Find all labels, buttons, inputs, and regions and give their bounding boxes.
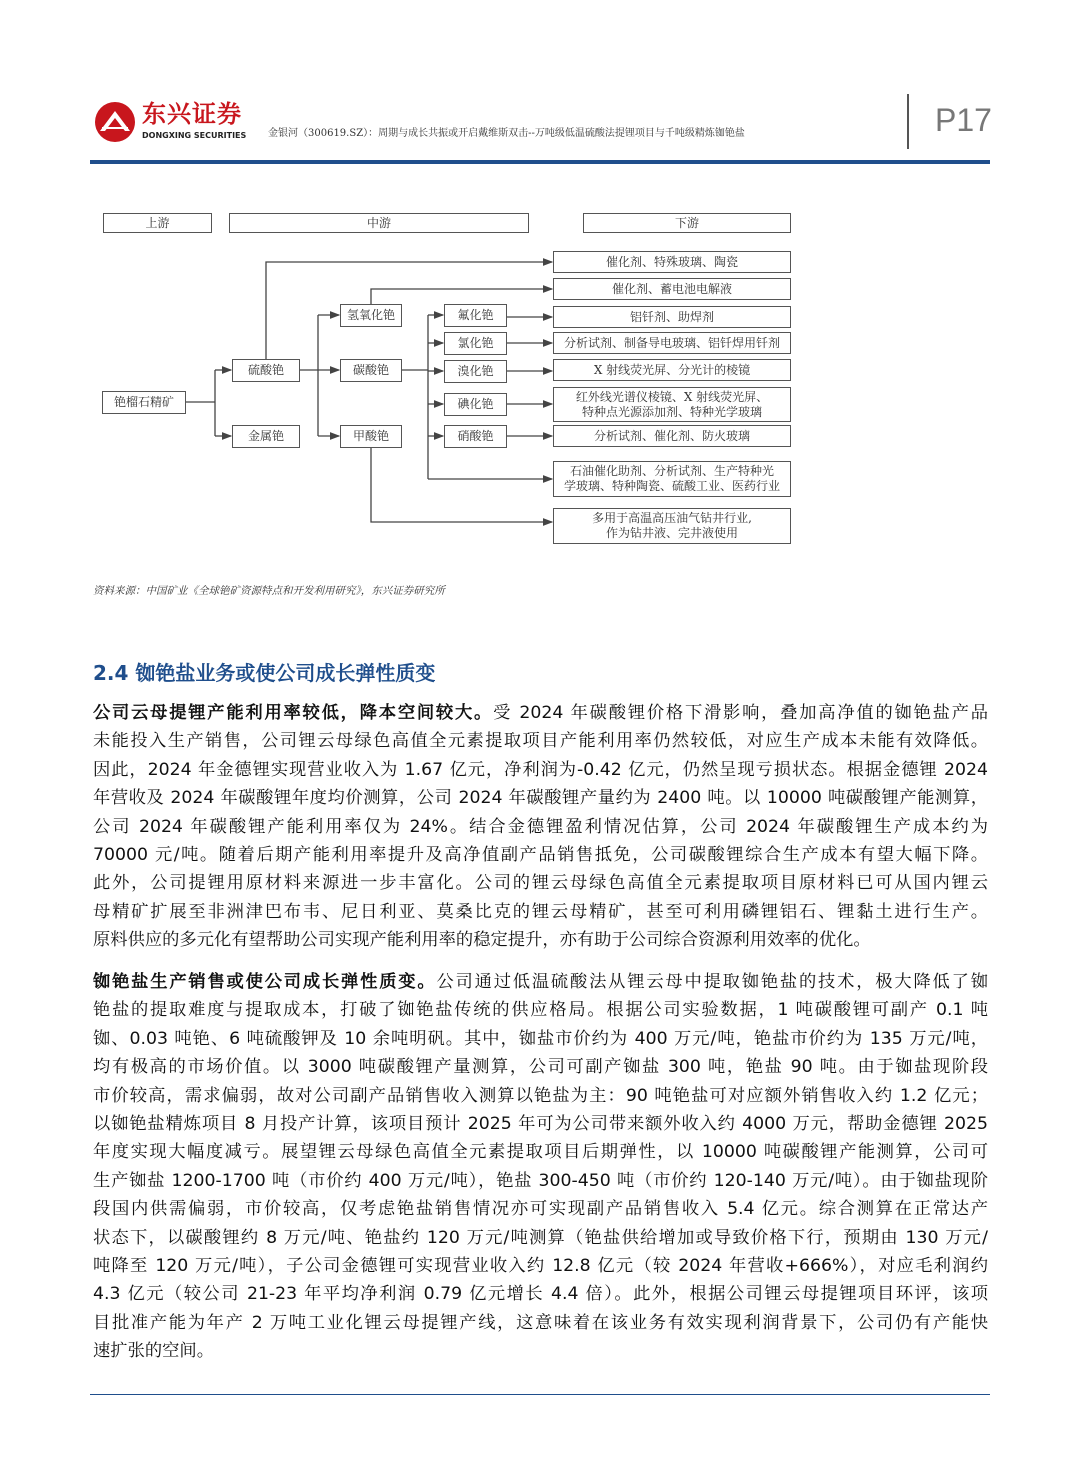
node-cesium-chloride: 氯化铯 — [444, 332, 507, 355]
paragraph-line — [93, 1167, 988, 1195]
use-box — [553, 278, 791, 300]
paragraph-text: 母精矿扩展至非洲津巴布韦、尼日利亚、莫桑比克的锂云母精矿，甚至可利用磷锂铝石、锂黏土进行生产。 — [93, 901, 988, 922]
report-title: 金银河（300619.SZ）：周期与成长共振或开启戴维斯双击--万吨级低温硫酸法提锂项目与千吨级精炼铷铯盐 — [268, 128, 745, 139]
paragraph-text: 年营收及 2024 年碳酸锂年度均价测算，公司 2024 年碳酸锂产量约为 2400 吨。以 10000 吨碳酸锂产能测算， — [93, 788, 988, 809]
use-box — [553, 461, 791, 497]
paragraph-line — [93, 756, 988, 784]
use-text: 学玻璃、特种陶瓷、硫酸工业、医药行业 — [563, 479, 780, 493]
use-text: 作为钻井液、完井液使用 — [605, 526, 738, 540]
paragraph-text: 以铷铯盐精炼项目 8 月投产计算，该项目预计 2025 年可为公司带来额外收入约 4000 万元，帮助金德锂 2025 — [93, 1113, 988, 1134]
node-cesium-fluoride: 氟化铯 — [444, 304, 507, 327]
paragraph-line — [93, 1337, 988, 1365]
paragraph-text: 状态下，以碳酸锂约 8 万元/吨、铯盐约 120 万元/吨测算（铯盐供给增加或导致价格下行，预期由 130 万元/ — [93, 1227, 988, 1248]
paragraph-text: 均有极高的市场价值。以 3000 吨碳酸锂产量测算，公司可副产铷盐 300 吨，铯盐 90 吨。由于铷盐现阶段 — [93, 1057, 988, 1078]
paragraph-line — [93, 1252, 988, 1280]
diagram-connectors — [0, 0, 1080, 600]
paragraph-1 — [93, 699, 988, 955]
paragraph-line — [93, 1110, 988, 1138]
logo-name-cn: 东兴证券 — [142, 100, 242, 128]
use-text: 催化剂、蓄电池电解液 — [611, 281, 732, 296]
paragraph-line — [93, 1195, 988, 1223]
use-text: X 射线荧光屏、分光计的棱镜 — [593, 362, 751, 377]
paragraph-text: 铯盐的提取难度与提取成本，打破了铷铯盐传统的供应格局。根据公司实验数据，1 吨碳酸锂可副产 0.1 吨 — [93, 1000, 988, 1021]
paragraph-lead: 铷铯盐生产销售或使公司成长弹性质变。 — [93, 972, 437, 992]
paragraph-line — [93, 1280, 988, 1308]
stage-downstream: 下游 — [583, 213, 791, 233]
paragraph-line — [93, 784, 988, 812]
node-cesium-nitrate: 硝酸铯 — [444, 425, 507, 448]
paragraph-text: 速扩张的空间。 — [93, 1341, 214, 1362]
paragraph-text: 段国内供需偏弱，市价较高，仅考虑铯盐销售情况亦可实现副产品销售收入 5.4 亿元。综合测算在正常达产 — [93, 1199, 988, 1220]
use-text: 催化剂、特殊玻璃、陶瓷 — [605, 254, 738, 269]
paragraph-line — [93, 699, 988, 727]
node-cesium-iodide: 碘化铯 — [444, 393, 507, 416]
paragraph-text: 生产铷盐 1200-1700 吨（市价约 400 万元/吨），铯盐 300-450 吨（市价约 120-140 万元/吨）。由于铷盐现阶 — [93, 1170, 988, 1191]
paragraph-line — [93, 898, 988, 926]
paragraph-text: 因此，2024 年金德锂实现营业收入为 1.67 亿元，净利润为-0.42 亿元，仍然呈现亏损状态。根据金德锂 2024 — [93, 759, 988, 780]
node-cesium-metal: 金属铯 — [232, 425, 300, 448]
paragraph-line — [93, 1138, 988, 1166]
node-cesium-sulfate: 硫酸铯 — [232, 359, 300, 382]
paragraph-text: 铷、0.03 吨铯、6 吨硫酸钾及 10 余吨明矾。其中，铷盐市价约为 400 万元/吨，铯盐市价约为 135 万元/吨， — [93, 1028, 988, 1049]
paragraph-text: 市价较高，需求偏弱，故对公司副产品销售收入测算以铯盐为主：90 吨铯盐可对应额外销售收入约 1.2 亿元； — [93, 1085, 988, 1106]
paragraph-line — [93, 996, 988, 1024]
node-cesium-formate: 甲酸铯 — [340, 425, 402, 448]
use-box — [553, 508, 791, 544]
paragraph-line — [93, 841, 988, 869]
paragraph-text: 目批准产能为年产 2 万吨工业化锂云母提锂产线，这意味着在该业务有效实现利润背景下，公司仍有产能快 — [93, 1312, 988, 1333]
paragraph-line — [93, 869, 988, 897]
paragraph-text: 公司 2024 年碳酸锂产能利用率仅为 24%。结合金德锂盈利情况估算，公司 2024 年碳酸锂生产成本约为 — [93, 816, 988, 837]
use-box — [553, 387, 791, 422]
stage-upstream: 上游 — [103, 213, 212, 233]
paragraph-text: 受 2024 年碳酸锂价格下滑影响，叠加高净值的铷铯盐产品 — [493, 703, 988, 723]
paragraph-line — [93, 813, 988, 841]
paragraph-lead: 公司云母提锂产能利用率较低，降本空间较大。 — [93, 703, 494, 723]
section-heading: 2.4 铷铯盐业务或使公司成长弹性质变 — [93, 661, 436, 685]
paragraph-text: 公司通过低温硫酸法从锂云母中提取铷铯盐的技术，极大降低了铷 — [436, 972, 988, 992]
paragraph-line — [93, 926, 988, 954]
use-box — [553, 425, 791, 447]
paragraph-text: 4.3 亿元（较公司 21-23 年平均净利润 0.79 亿元增长 4.4 倍）。此外，根据公司锂云母提锂项目环评，该项 — [93, 1284, 988, 1305]
paragraph-text: 年度实现大幅度减亏。展望锂云母绿色高值全元素提取项目后期弹性，以 10000 吨碳酸锂产能测算，公司可 — [93, 1142, 988, 1163]
node-cesium-hydroxide: 氢氧化铯 — [340, 304, 402, 327]
paragraph-text: 此外，公司提锂用原材料来源进一步丰富化。公司的锂云母绿色高值全元素提取项目原材料已可从国内锂云 — [93, 873, 988, 894]
stage-midstream: 中游 — [229, 213, 529, 233]
use-box — [553, 332, 791, 354]
paragraph-text: 吨降至 120 万元/吨），子公司金德锂可实现营业收入约 12.8 亿元（较 2024 年营收+666%），对应毛利润约 — [93, 1255, 988, 1276]
use-text: 铝钎剂、助焊剂 — [629, 309, 714, 324]
paragraph-line — [93, 1025, 988, 1053]
use-box — [553, 251, 791, 273]
figure-source: 资料来源：中国矿业《全球铯矿资源特点和开发利用研究》，东兴证券研究所 — [93, 585, 445, 597]
use-text: 多用于高温高压油气钻井行业, — [592, 511, 752, 525]
footer-rule — [90, 1394, 990, 1395]
paragraph-line — [93, 1309, 988, 1337]
paragraph-line — [93, 968, 988, 996]
use-box — [553, 359, 791, 381]
paragraph-text: 未能投入生产销售，公司锂云母绿色高值全元素提取项目产能利用率仍然较低，对应生产成本未能有效降低。 — [93, 731, 988, 752]
node-cesium-bromide: 溴化铯 — [444, 360, 507, 383]
use-text: 石油催化助剂、分析试剂、生产特种光 — [569, 464, 774, 478]
page-number: P17 — [935, 102, 992, 138]
paragraph-line — [93, 1053, 988, 1081]
paragraph-line — [93, 1224, 988, 1252]
paragraph-2 — [93, 968, 988, 1365]
paragraph-text: 70000 元/吨。随着后期产能利用率提升及高净值副产品销售抵免，公司碳酸锂综合生产成本有望大幅下降。 — [93, 844, 988, 865]
use-text: 红外线光谱仪棱镜、X 射线荧光屏、 — [575, 389, 769, 404]
use-text: 分析试剂、催化剂、防火玻璃 — [593, 428, 750, 443]
use-text: 分析试剂、制备导电玻璃、铝钎焊用钎剂 — [563, 335, 780, 350]
logo-name-en: DONGXING SECURITIES — [142, 131, 247, 140]
paragraph-text: 原料供应的多元化有望帮助公司实现产能利用率的稳定提升，亦有助于公司综合资源利用效率的优化。 — [93, 930, 871, 951]
node-pollucite-ore: 铯榴石精矿 — [102, 391, 186, 414]
use-text: 特种点光源添加剂、特种光学玻璃 — [581, 404, 762, 419]
use-box — [553, 306, 791, 328]
node-cesium-carbonate: 碳酸铯 — [340, 359, 402, 382]
paragraph-line — [93, 1082, 988, 1110]
paragraph-line — [93, 727, 988, 755]
